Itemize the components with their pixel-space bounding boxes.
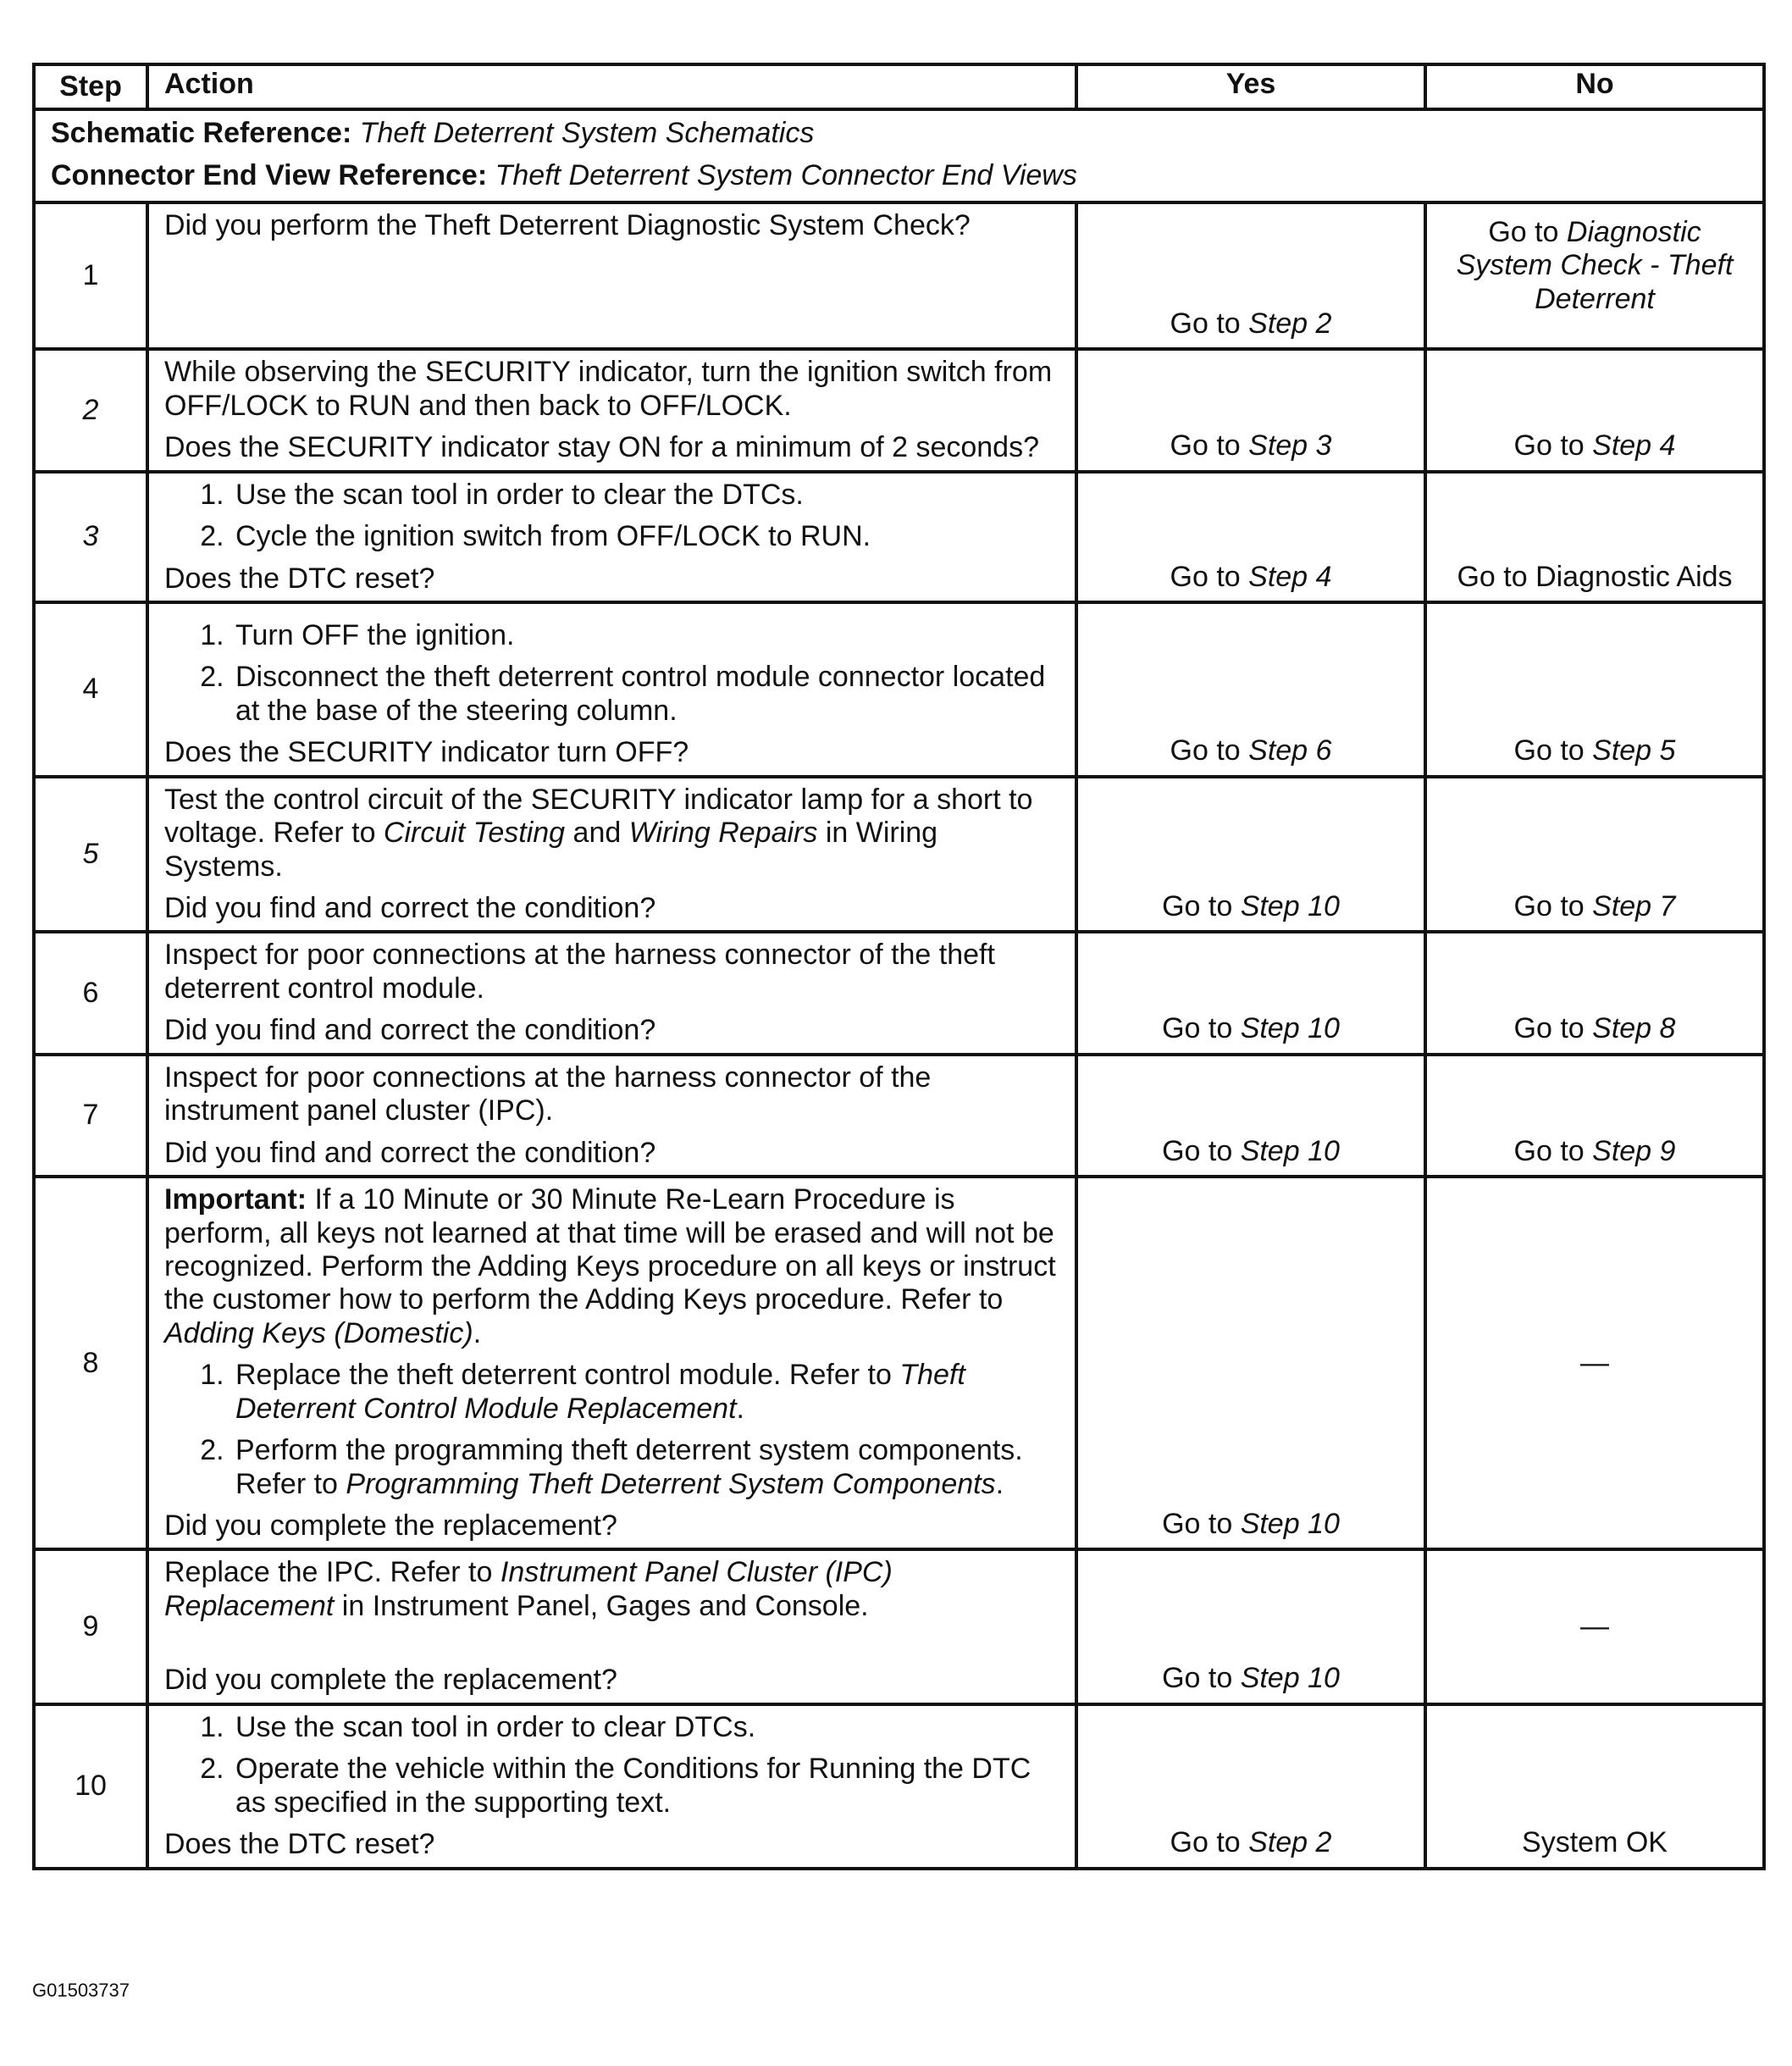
action-cell bbox=[147, 602, 1076, 777]
yes-cell: Go to Step 2 bbox=[1076, 202, 1425, 349]
action-question: Does the DTC reset? bbox=[164, 562, 435, 595]
step-number: 1 bbox=[34, 202, 147, 349]
yes-cell: Go to Step 10 bbox=[1076, 777, 1425, 933]
action-text: Test the control circuit of the SECURITY indicator lamp for a short to voltage. Refer to Circuit Testing and Wiring Repairs in Wiring Systems. bbox=[164, 783, 1033, 883]
step-number: 3 bbox=[34, 472, 147, 602]
action-cell bbox=[147, 1055, 1076, 1177]
no-cell: Go to Step 8 bbox=[1425, 932, 1764, 1054]
step-number: 5 bbox=[34, 777, 147, 933]
table-row bbox=[34, 777, 1764, 933]
action-cell bbox=[147, 932, 1076, 1054]
action-question: Did you find and correct the condition? bbox=[164, 1136, 656, 1169]
action-text: Inspect for poor connections at the harness connector of the instrument panel cluster (IPC). bbox=[164, 1061, 932, 1127]
list-item: 2. Cycle the ignition switch from OFF/LOCK to RUN. bbox=[232, 520, 1059, 553]
schematic-reference bbox=[51, 117, 1747, 150]
connector-label: Connector End View Reference: bbox=[51, 158, 488, 191]
connector-value: Theft Deterrent System Connector End Views bbox=[495, 158, 1077, 191]
action-list bbox=[164, 1711, 1059, 1820]
step-number: 2 bbox=[34, 349, 147, 471]
action-cell bbox=[147, 349, 1076, 471]
step-number: 7 bbox=[34, 1055, 147, 1177]
no-cell: — bbox=[1425, 1177, 1764, 1549]
action-text: While observing the SECURITY indicator, turn the ignition switch from OFF/LOCK to RUN and then back to OFF/LOCK. bbox=[164, 356, 1053, 422]
reference-cell bbox=[34, 109, 1764, 202]
list-item: 2. Operate the vehicle within the Conditions for Running the DTC as specified in the supporting text. bbox=[232, 1753, 1059, 1820]
action-text: Replace the IPC. Refer to Instrument Panel Cluster (IPC) Replacement in Instrument Panel, Gages and Console. bbox=[164, 1556, 893, 1622]
yes-cell: Go to Step 10 bbox=[1076, 932, 1425, 1054]
action-question: Does the DTC reset? bbox=[164, 1828, 435, 1861]
table-row bbox=[34, 349, 1764, 471]
action-text: Inspect for poor connections at the harness connector of the theft deterrent control module. bbox=[164, 939, 995, 1005]
no-cell: System OK bbox=[1425, 1704, 1764, 1869]
table-row bbox=[34, 1177, 1764, 1549]
action-cell bbox=[147, 202, 1076, 349]
header-row bbox=[34, 64, 1764, 109]
table-row bbox=[34, 602, 1764, 777]
figure-code: G01503737 bbox=[32, 1980, 130, 2001]
action-question: Does the SECURITY indicator turn OFF? bbox=[164, 736, 689, 769]
step-number: 10 bbox=[34, 1704, 147, 1869]
action-question: Did you complete the replacement? bbox=[164, 1664, 617, 1697]
step-number: 8 bbox=[34, 1177, 147, 1549]
no-cell: Go to Step 9 bbox=[1425, 1055, 1764, 1177]
action-cell bbox=[147, 1177, 1076, 1549]
no-cell: Go to Step 4 bbox=[1425, 349, 1764, 471]
list-item: 1. Use the scan tool in order to clear the DTCs. bbox=[232, 479, 1059, 512]
diagnostic-table bbox=[32, 63, 1766, 1870]
yes-cell: Go to Step 4 bbox=[1076, 472, 1425, 602]
table-row bbox=[34, 202, 1764, 349]
action-question: Did you find and correct the condition? bbox=[164, 1014, 656, 1047]
action-list bbox=[164, 479, 1059, 554]
list-item: 2. Disconnect the theft deterrent control module connector located at the base of the steering column. bbox=[232, 661, 1059, 728]
action-list bbox=[164, 619, 1059, 728]
header-no: No bbox=[1425, 64, 1764, 109]
list-item: 1. Turn OFF the ignition. bbox=[232, 619, 1059, 652]
no-cell: Go to Step 5 bbox=[1425, 602, 1764, 777]
yes-cell: Go to Step 3 bbox=[1076, 349, 1425, 471]
action-cell bbox=[147, 777, 1076, 933]
schematic-value: Theft Deterrent System Schematics bbox=[359, 117, 815, 150]
action-cell bbox=[147, 1549, 1076, 1703]
step-number: 6 bbox=[34, 932, 147, 1054]
header-action: Action bbox=[147, 64, 1076, 109]
table-row bbox=[34, 472, 1764, 602]
header-yes: Yes bbox=[1076, 64, 1425, 109]
yes-cell: Go to Step 10 bbox=[1076, 1055, 1425, 1177]
header-step: Step bbox=[34, 64, 147, 109]
table-row bbox=[34, 1549, 1764, 1703]
action-question: Did you complete the replacement? bbox=[164, 1509, 617, 1542]
list-item: 1. Replace the theft deterrent control module. Refer to Theft Deterrent Control Module Replacement. bbox=[232, 1359, 1059, 1426]
table-row bbox=[34, 1704, 1764, 1869]
action-cell bbox=[147, 1704, 1076, 1869]
yes-cell: Go to Step 10 bbox=[1076, 1177, 1425, 1549]
step-number: 9 bbox=[34, 1549, 147, 1703]
yes-cell: Go to Step 10 bbox=[1076, 1549, 1425, 1703]
no-cell: Go to Diagnostic Aids bbox=[1425, 472, 1764, 602]
table-row bbox=[34, 932, 1764, 1054]
list-item: 1. Use the scan tool in order to clear DTCs. bbox=[232, 1711, 1059, 1744]
action-cell bbox=[147, 472, 1076, 602]
no-cell: Go to Step 7 bbox=[1425, 777, 1764, 933]
step-number: 4 bbox=[34, 602, 147, 777]
connector-reference bbox=[51, 159, 1747, 192]
action-question: Did you find and correct the condition? bbox=[164, 892, 656, 924]
action-text: Did you perform the Theft Deterrent Diagnostic System Check? bbox=[164, 209, 971, 242]
no-cell: Go to Diagnostic System Check - Theft Deterrent bbox=[1425, 202, 1764, 349]
schematic-label: Schematic Reference: bbox=[51, 117, 352, 150]
action-list bbox=[164, 1359, 1059, 1501]
yes-cell: Go to Step 2 bbox=[1076, 1704, 1425, 1869]
yes-cell: Go to Step 6 bbox=[1076, 602, 1425, 777]
important-note: Important: If a 10 Minute or 30 Minute Re-Learn Procedure is perform, all keys not learned at that time will be erased and will not be recognized. Perform the Adding Keys procedure on all keys or instruct the customer how to perform the Adding Keys procedure. Refer to Adding Keys (Domestic). bbox=[164, 1183, 1056, 1349]
reference-row bbox=[34, 109, 1764, 202]
no-cell: — bbox=[1425, 1549, 1764, 1703]
table-row bbox=[34, 1055, 1764, 1177]
list-item: 2. Perform the programming theft deterrent system components. Refer to Programming Theft Deterrent System Components. bbox=[232, 1434, 1059, 1501]
action-question: Does the SECURITY indicator stay ON for a minimum of 2 seconds? bbox=[164, 431, 1039, 464]
